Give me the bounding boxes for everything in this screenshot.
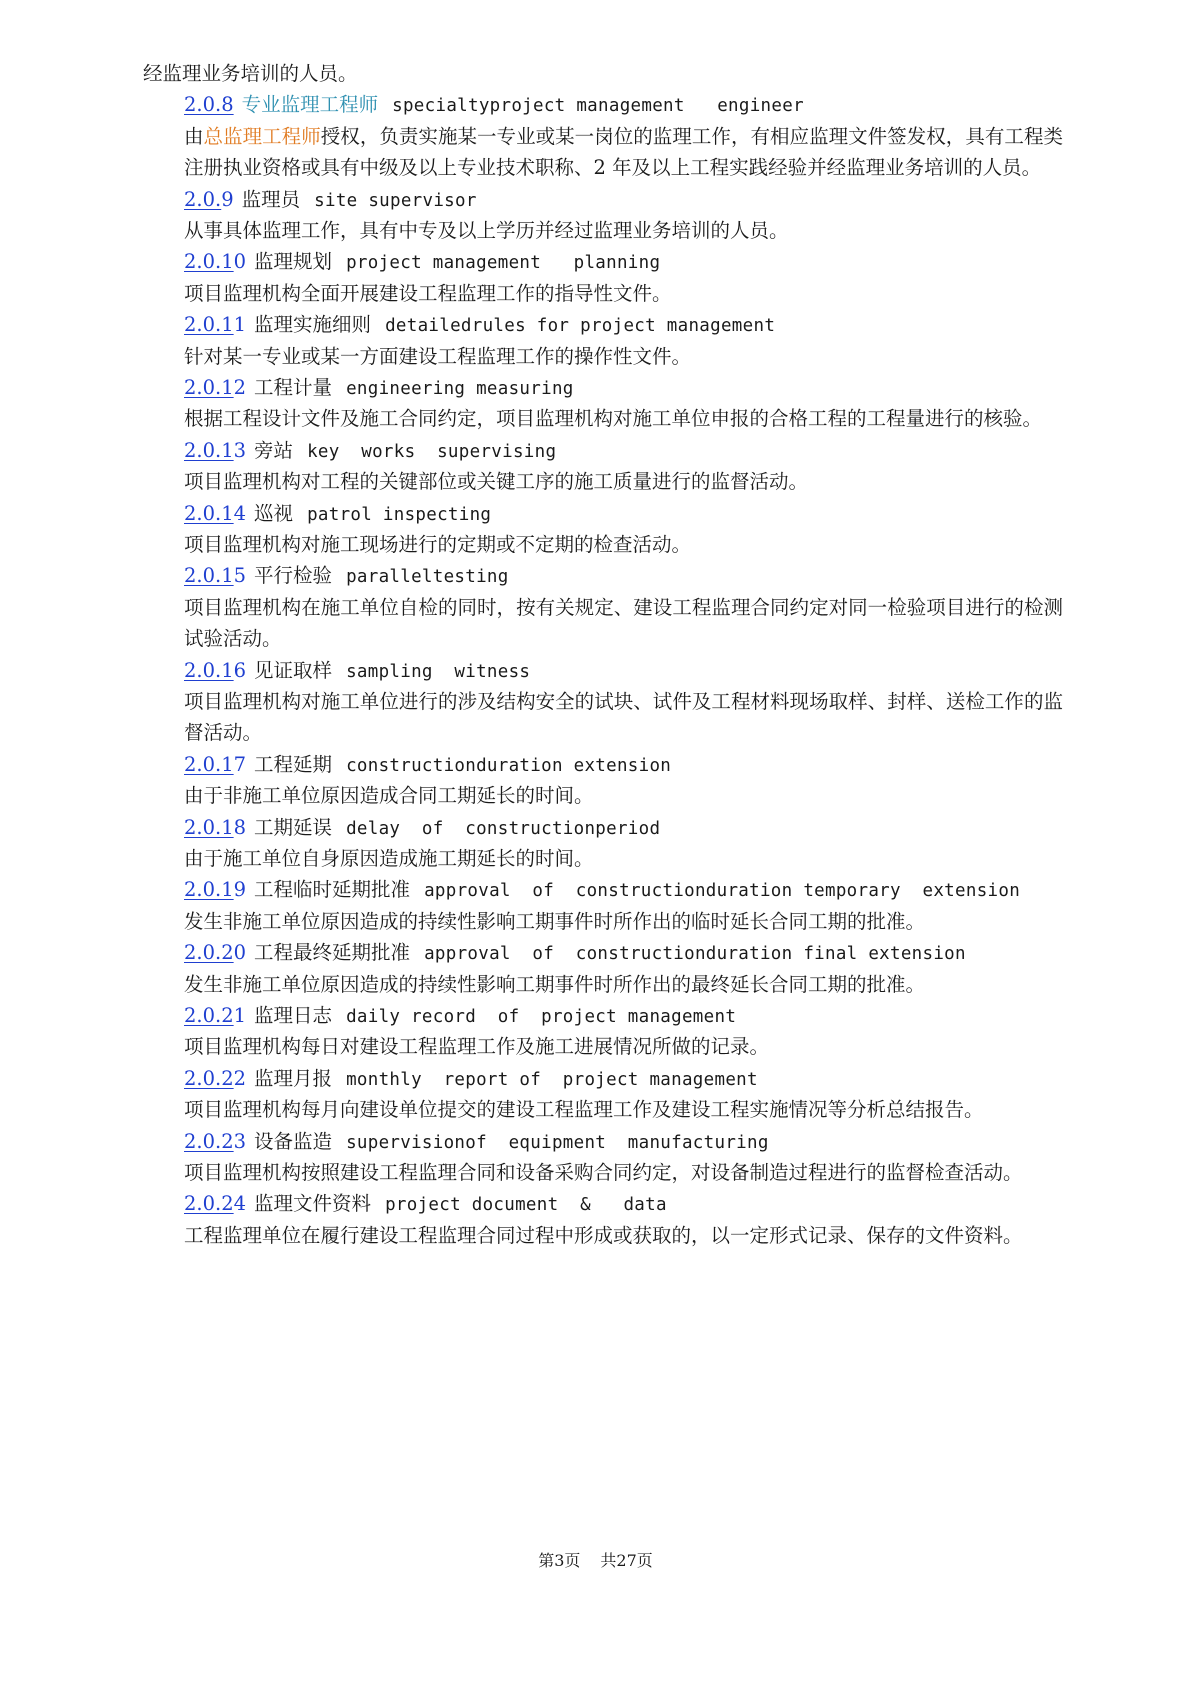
term-english: daily record of project management <box>346 1006 737 1027</box>
term-name: 旁站 <box>254 438 294 462</box>
clause-number-suffix: 1 <box>233 313 247 337</box>
term-name: 设备监造 <box>254 1129 333 1153</box>
clause-number-suffix: 6 <box>233 658 247 682</box>
term-english: site supervisor <box>314 190 477 211</box>
term-heading <box>143 1188 1063 1219</box>
term-heading <box>143 874 1063 905</box>
term-name: 监理月报 <box>254 1066 333 1090</box>
clause-number-link[interactable]: 2.0. <box>184 187 222 211</box>
term-definition: 发生非施工单位原因造成的持续性影响工期事件时所作出的最终延长合同工期的批准。 <box>184 972 926 996</box>
term-name: 监理文件资料 <box>254 1192 372 1216</box>
intro-tail-text: 经监理业务培训的人员。 <box>143 62 358 85</box>
clause-number-suffix: 3 <box>233 1129 247 1153</box>
clause-number-link[interactable]: 2.0.2 <box>184 1192 234 1216</box>
clause-number-link[interactable]: 2.0.1 <box>184 376 234 399</box>
clause-number-suffix: 0 <box>233 250 247 274</box>
term-english: constructionduration extension <box>346 755 672 776</box>
clause-number-suffix: 3 <box>233 438 247 462</box>
term-english: delay of constructionperiod <box>346 818 661 839</box>
term-name: 工程延期 <box>254 752 333 776</box>
clause-number-link[interactable]: 2.0.1 <box>184 501 234 525</box>
term-heading <box>143 560 1063 591</box>
term-heading <box>143 749 1063 780</box>
term-definition: 从事具体监理工作，具有中专及以上学历并经过监理业务培训的人员。 <box>184 219 789 242</box>
term-name: 巡视 <box>254 501 294 525</box>
term-heading <box>143 498 1063 529</box>
page-number: 第3页 <box>538 1551 581 1570</box>
clause-number-link[interactable]: 2.0.1 <box>184 815 234 839</box>
term-heading <box>143 655 1063 686</box>
term-name: 监理日志 <box>254 1003 333 1027</box>
clause-number-suffix: 9 <box>233 878 247 902</box>
term-definition: 根据工程设计文件及施工合同约定，项目监理机构对施工单位申报的合格工程的工程量进行的核验。 <box>184 407 1043 431</box>
clause-number-suffix: 7 <box>233 752 247 776</box>
term-definition: 项目监理机构对工程的关键部位或关键工序的施工质量进行的监督活动。 <box>184 470 809 494</box>
term-name: 专业监理工程师 <box>241 93 379 117</box>
term-english: project management planning <box>346 253 661 274</box>
clause-number-link[interactable]: 2.0.2 <box>184 1003 234 1027</box>
term-english: approval of constructionduration temporary extension <box>424 881 1021 902</box>
term-english: paralleltesting <box>346 567 509 588</box>
term-heading <box>143 435 1063 466</box>
clause-number-link[interactable]: 2.0.8 <box>184 93 234 117</box>
clause-number-link[interactable]: 2.0.2 <box>184 1129 234 1153</box>
clause-number-suffix: 4 <box>233 1192 247 1216</box>
clause-number-suffix: 2 <box>233 376 247 399</box>
term-english: patrol inspecting <box>307 504 492 525</box>
term-english: approval of constructionduration final extension <box>424 944 966 965</box>
term-name: 平行检验 <box>254 564 333 588</box>
term-name: 工程临时延期批准 <box>254 878 411 902</box>
clause-number-link[interactable]: 2.0.1 <box>184 313 234 337</box>
term-english: specialtyproject management engineer <box>392 96 804 117</box>
term-heading-2-0-8 <box>143 89 1063 120</box>
term-heading <box>143 1063 1063 1094</box>
term-english: sampling witness <box>346 661 531 682</box>
term-definition: 项目监理机构每日对建设工程监理工作及施工进展情况所做的记录。 <box>184 1035 770 1059</box>
term-name: 工程最终延期批准 <box>254 941 411 965</box>
term-name: 监理实施细则 <box>254 313 372 337</box>
term-heading <box>143 372 1063 403</box>
definition-rest: 授权，负责实施某一专业或某一岗位的监理工作，有相应监理文件签发权，具有工程类注册执业资格或具有中级及以上专业技术职称、2 年及以上工程实践经验并经监理业务培训的人员。 <box>184 124 1063 180</box>
clause-number-suffix: 2 <box>233 1066 247 1090</box>
document-body <box>143 58 1063 1251</box>
clause-number-link[interactable]: 2.0.1 <box>184 564 234 588</box>
clause-number-suffix: 0 <box>233 941 247 965</box>
term-name: 见证取样 <box>254 658 333 682</box>
clause-number-link[interactable]: 2.0.1 <box>184 658 234 682</box>
term-english: project document & data <box>385 1195 667 1216</box>
term-heading <box>143 246 1063 277</box>
term-definition: 发生非施工单位原因造成的持续性影响工期事件时所作出的临时延长合同工期的批准。 <box>184 909 926 933</box>
clause-number-link[interactable]: 2.0.1 <box>184 438 234 462</box>
term-english: monthly report of project management <box>346 1069 758 1090</box>
term-definition: 项目监理机构对施工单位进行的涉及结构安全的试块、试件及工程材料现场取样、封样、送检工作的监督活动。 <box>184 689 1063 745</box>
term-definition: 项目监理机构对施工现场进行的定期或不定期的检查活动。 <box>184 532 692 556</box>
page-total: 共27页 <box>600 1551 653 1570</box>
highlight-term[interactable]: 总监理工程师 <box>203 124 321 148</box>
clause-number-suffix: 4 <box>233 501 247 525</box>
clause-number-link[interactable]: 2.0.2 <box>184 1066 234 1090</box>
term-definition: 工程监理单位在履行建设工程监理合同过程中形成或获取的，以一定形式记录、保存的文件资料。 <box>184 1223 1023 1247</box>
clause-number-link[interactable]: 2.0.2 <box>184 941 234 965</box>
clause-number-link[interactable]: 2.0.1 <box>184 250 234 274</box>
term-name: 工程计量 <box>254 376 333 399</box>
term-english: supervisionof equipment manufacturing <box>346 1132 769 1153</box>
clause-number-suffix: 8 <box>233 815 247 839</box>
clause-number-suffix: 1 <box>233 1003 247 1027</box>
term-heading <box>143 937 1063 968</box>
page-footer <box>0 1548 1191 1571</box>
term-definition: 由于施工单位自身原因造成施工期延长的时间。 <box>184 846 594 870</box>
term-heading <box>143 812 1063 843</box>
term-heading <box>143 1126 1063 1157</box>
term-definition: 项目监理机构在施工单位自检的同时，按有关规定、建设工程监理合同约定对同一检验项目进行的检测试验活动。 <box>184 595 1063 651</box>
term-heading <box>143 309 1063 340</box>
definition-prefix: 由 <box>184 124 204 148</box>
term-english: engineering measuring <box>346 379 574 399</box>
term-name: 监理员 <box>241 187 301 211</box>
term-name: 监理规划 <box>254 250 333 274</box>
term-list <box>143 184 1063 1252</box>
term-english: key works supervising <box>307 441 557 462</box>
term-definition: 项目监理机构按照建设工程监理合同和设备采购合同约定，对设备制造过程进行的监督检查活动。 <box>184 1160 1023 1184</box>
term-definition: 由于非施工单位原因造成合同工期延长的时间。 <box>184 784 594 808</box>
term-english: detailedrules for project management <box>385 316 776 337</box>
term-definition: 针对某一专业或某一方面建设工程监理工作的操作性文件。 <box>184 344 692 368</box>
term-definition: 项目监理机构全面开展建设工程监理工作的指导性文件。 <box>184 281 672 305</box>
term-name: 工期延误 <box>254 815 333 839</box>
term-definition: 项目监理机构每月向建设单位提交的建设工程监理工作及建设工程实施情况等分析总结报告。 <box>184 1098 984 1122</box>
clause-number-suffix: 9 <box>221 187 234 211</box>
clause-number-suffix: 5 <box>233 564 247 588</box>
term-heading <box>143 184 1063 215</box>
term-heading <box>143 1000 1063 1031</box>
clause-number-link[interactable]: 2.0.1 <box>184 752 234 776</box>
term-definition-2-0-8 <box>143 121 1063 184</box>
clause-number-link[interactable]: 2.0.1 <box>184 878 234 902</box>
